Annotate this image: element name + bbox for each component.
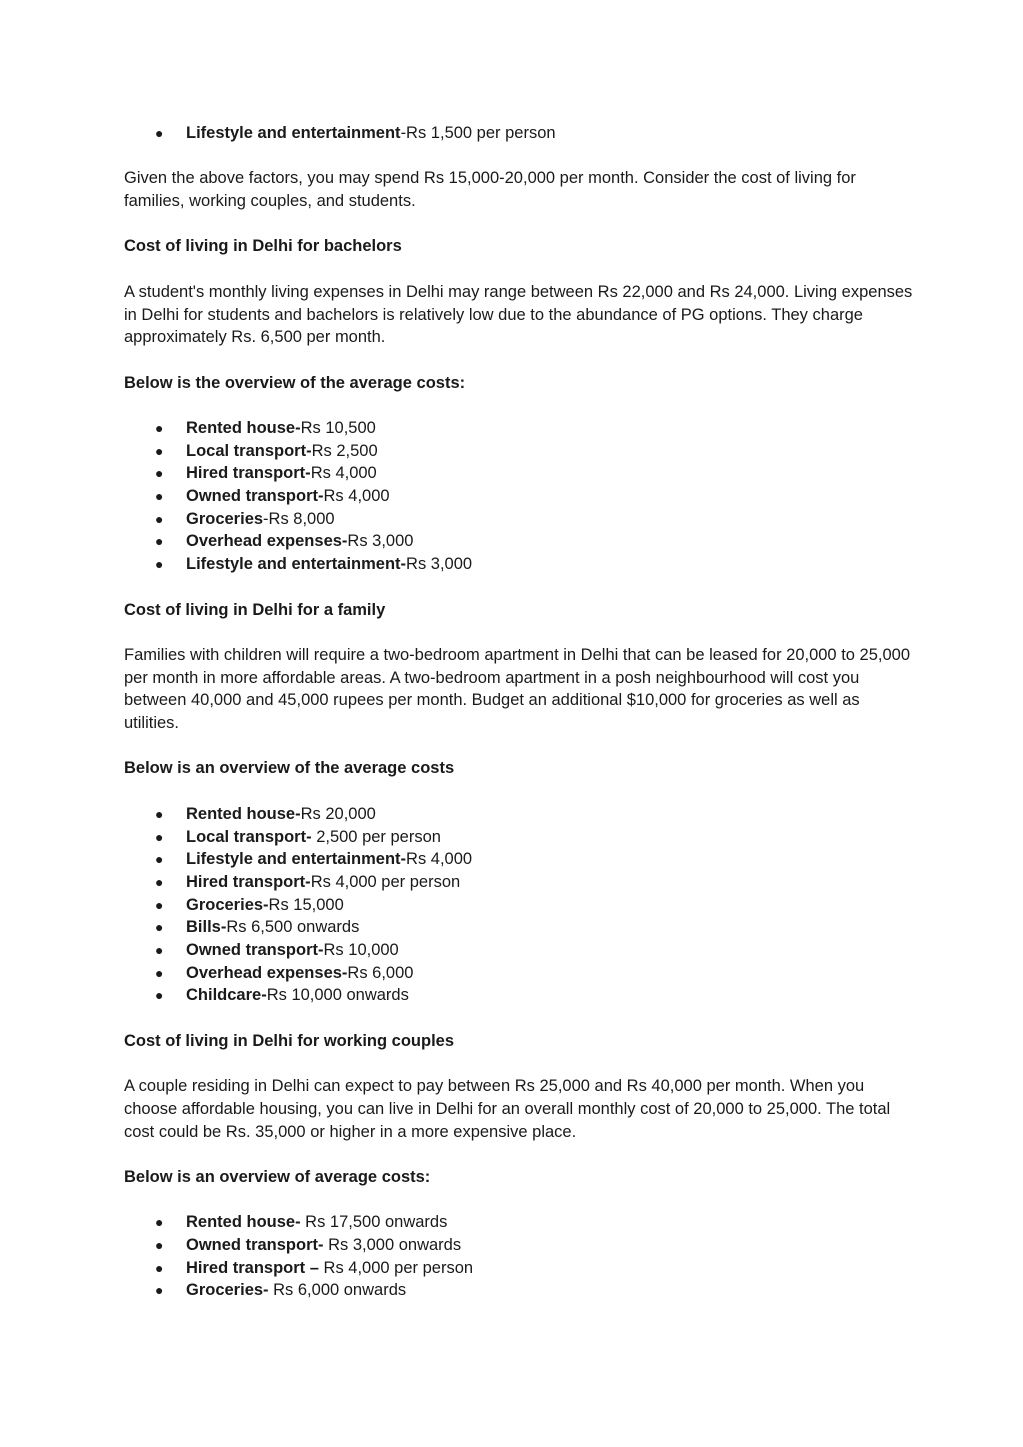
list-item — [124, 871, 914, 894]
item-value: Rs 10,500 — [300, 419, 376, 438]
item-value: Rs 10,000 — [323, 940, 399, 959]
item-value: -Rs 8,000 — [263, 509, 335, 528]
family-cost-list — [124, 803, 914, 1007]
item-label: Local transport- — [186, 827, 312, 846]
bullet-icon: ● — [155, 420, 164, 437]
bullet-icon: ● — [155, 987, 164, 1004]
item-label: Hired transport- — [186, 872, 311, 891]
bachelors-overview-heading: Below is the overview of the average costs: — [124, 373, 466, 392]
item-value: 2,500 per person — [311, 827, 441, 846]
item-label: Groceries — [186, 509, 264, 528]
intro-paragraph: Given the above factors, you may spend Rs 15,000-20,000 per month. Consider the cost of living for families, working couples, and students. — [124, 169, 856, 211]
list-item — [124, 462, 914, 485]
bullet-icon: ● — [155, 125, 164, 141]
item-value: Rs 4,000 per person — [318, 1258, 474, 1277]
list-item — [124, 485, 914, 508]
couples-cost-list — [124, 1211, 914, 1302]
bullet-icon: ● — [155, 1282, 164, 1299]
bullet-icon: ● — [155, 556, 164, 573]
item-label: Rented house- — [186, 419, 301, 438]
bullet-icon: ● — [155, 941, 164, 958]
item-label: Rented house- — [186, 804, 301, 823]
bachelors-paragraph: A student's monthly living expenses in Delhi may range between Rs 22,000 and Rs 24,000. Living expenses in Delhi for students and bachelors is relatively low due to the abundance of PG options. They charge approximately Rs. 6,500 per month. — [124, 282, 913, 347]
list-item — [124, 962, 914, 985]
couples-paragraph: A couple residing in Delhi can expect to pay between Rs 25,000 and Rs 40,000 per month. When you choose affordable housing, you can live in Delhi for an overall monthly cost of 20,000 to 25,000. The total cost could be Rs. 35,000 or higher in a more expensive place. — [124, 1077, 891, 1141]
item-label: Lifestyle and entertainment- — [186, 555, 407, 574]
item-label: Groceries- — [186, 1281, 269, 1300]
list-item — [124, 848, 914, 871]
list-item — [124, 894, 914, 917]
list-item — [124, 1279, 914, 1302]
bullet-icon: ● — [155, 851, 164, 868]
bullet-icon: ● — [155, 896, 164, 913]
list-item — [124, 1211, 914, 1234]
couples-overview-heading: Below is an overview of average costs: — [124, 1167, 431, 1186]
list-item — [124, 417, 914, 440]
bullet-icon: ● — [155, 510, 164, 527]
bullet-icon: ● — [155, 1236, 164, 1253]
item-value: Rs 10,000 onwards — [266, 986, 409, 1005]
bullet-icon: ● — [155, 828, 164, 845]
list-item — [124, 440, 914, 463]
bullet-icon: ● — [155, 1259, 164, 1276]
bullet-icon: ● — [155, 964, 164, 981]
item-value: Rs 6,000 onwards — [268, 1281, 407, 1300]
item-value: Rs 6,500 onwards — [226, 918, 360, 937]
item-value: Rs 4,000 — [323, 487, 390, 506]
bullet-icon: ● — [155, 442, 164, 459]
item-label: Groceries- — [186, 895, 269, 914]
item-label: Bills- — [186, 918, 227, 937]
list-item — [124, 984, 914, 1007]
list-item — [124, 530, 914, 553]
list-item — [124, 122, 914, 145]
bullet-icon: ● — [155, 488, 164, 505]
bachelors-heading: Cost of living in Delhi for bachelors — [124, 237, 402, 256]
list-item — [124, 826, 914, 849]
list-item — [124, 939, 914, 962]
item-label: Owned transport- — [186, 487, 324, 506]
item-value: Rs 4,000 per person — [310, 872, 461, 891]
item-label: Overhead expenses- — [186, 963, 348, 982]
list-item — [124, 553, 914, 576]
item-value: Rs 4,000 — [406, 850, 473, 869]
list-item — [124, 916, 914, 939]
item-label: Hired transport- — [186, 464, 311, 483]
item-value: Rs 2,500 — [311, 441, 378, 460]
item-label: Hired transport – — [186, 1258, 319, 1277]
bullet-icon: ● — [155, 533, 164, 550]
item-label: Lifestyle and entertainment- — [186, 850, 407, 869]
bullet-icon: ● — [155, 1214, 164, 1231]
list-item — [124, 803, 914, 826]
couples-heading: Cost of living in Delhi for working couples — [124, 1031, 455, 1050]
list-item — [124, 1234, 914, 1257]
list-item — [124, 1257, 914, 1280]
family-heading: Cost of living in Delhi for a family — [124, 600, 386, 619]
item-label: Overhead expenses- — [186, 532, 348, 551]
bullet-icon: ● — [155, 873, 164, 890]
item-value: Rs 3,000 — [347, 532, 414, 551]
list-item — [124, 508, 914, 531]
item-label: Owned transport- — [186, 1235, 324, 1254]
item-value: Rs 17,500 onwards — [300, 1213, 448, 1232]
family-paragraph: Families with children will require a two-bedroom apartment in Delhi that can be leased for 20,000 to 25,000 per month in more affordable areas. A two-bedroom apartment in a posh neighbourhood will cost you between 40,000 and 45,000 rupees per month. Budget an additional $10,000 for groceries as well as utilities. — [124, 645, 911, 733]
family-overview-heading: Below is an overview of the average costs — [124, 759, 455, 778]
top-cost-list — [124, 122, 914, 145]
item-label: Local transport- — [186, 441, 312, 460]
document-page — [124, 122, 914, 1325]
item-label: Childcare- — [186, 986, 267, 1005]
item-value: Rs 20,000 — [300, 804, 376, 823]
bachelors-cost-list — [124, 417, 914, 576]
item-value: -Rs 1,500 per person — [400, 124, 556, 142]
item-value: Rs 6,000 — [347, 963, 414, 982]
item-label: Owned transport- — [186, 940, 324, 959]
item-value: Rs 3,000 onwards — [323, 1235, 462, 1254]
item-value: Rs 4,000 — [310, 464, 377, 483]
item-label: Rented house- — [186, 1213, 301, 1232]
item-value: Rs 15,000 — [268, 895, 344, 914]
bullet-icon: ● — [155, 805, 164, 822]
bullet-icon: ● — [155, 465, 164, 482]
item-value: Rs 3,000 — [406, 555, 473, 574]
item-label: Lifestyle and entertainment — [186, 124, 401, 142]
bullet-icon: ● — [155, 919, 164, 936]
